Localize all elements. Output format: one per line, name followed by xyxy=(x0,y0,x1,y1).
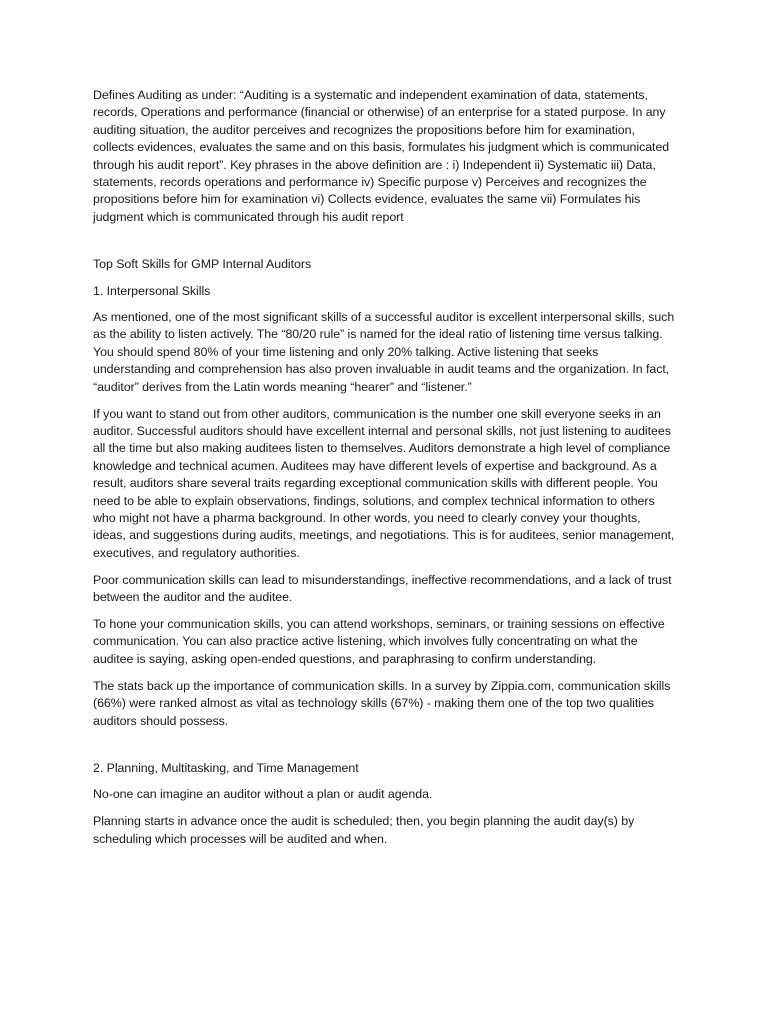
skill1-paragraph: Poor communication skills can lead to misunderstandings, ineffective recommendations, and a lack of trust between the auditor and the auditee. xyxy=(93,572,672,605)
skill1-paragraph: As mentioned, one of the most significant skills of a successful auditor is excellent interpersonal skills, such as the ability to listen actively. The “80/20 rule” is named for the ideal ratio of listening time versus talking. You should spend 80% of your time listening and only 20% talking. Active listening that seeks understanding and comprehension has also proven invaluable in audit teams and the organization. In fact, “auditor” derives from the Latin words meaning “hearer” and “listener.” xyxy=(93,310,675,394)
skill2-heading: 2. Planning, Multitasking, and Time Management xyxy=(93,761,359,775)
skill1-paragraph: The stats back up the importance of communication skills. In a survey by Zippia.com, communication skills (66%) were ranked almost as vital as technology skills (67%) - making them one of the top two qualities auditors should possess. xyxy=(93,678,671,728)
skill1-heading: 1. Interpersonal Skills xyxy=(93,283,211,298)
skill1-paragraph: To hone your communication skills, you can attend workshops, seminars, or training sessions on effective communication. You can also practice active listening, which involves fully concentrating on what the auditee is saying, asking open-ended questions, and paraphrasing to confirm understanding. xyxy=(93,617,665,666)
intro-paragraph: Defines Auditing as under: “Auditing is a systematic and independent examination of data, statements, records, Operations and performance (financial or otherwise) of an enterprise for a stated purpose. In any auditing situation, the auditor perceives and recognizes the propositions before him for examination, collects evidences, evaluates the same and on this basis, formulates his judgment which is communicated through his audit report”. Key phrases in the above definition are : i) Independent ii) Systematic iii) Data, statements, records operations and performance iv) Specific purpose v) Perceives and recognizes the propositions before him for examination vi) Collects evidence, evaluates the same vii) Formulates his judgment which is communicated through his audit report xyxy=(93,88,670,224)
skill2-paragraph: No-one can imagine an auditor without a plan or audit agenda. xyxy=(93,787,433,802)
section-title: Top Soft Skills for GMP Internal Auditors xyxy=(93,257,312,272)
skill2-paragraph: Planning starts in advance once the audit is scheduled; then, you begin planning the audit day(s) by scheduling which processes will be audited and when. xyxy=(93,814,635,846)
document-page xyxy=(93,87,675,858)
skill1-paragraph: If you want to stand out from other auditors, communication is the number one skill everyone seeks in an auditor. Successful auditors should have excellent internal and personal skills, not just listening to auditees all the time but also making auditees listen to themselves. Auditors demonstrate a high level of compliance knowledge and technical acumen. Auditees may have different levels of expertise and background. As a result, auditors share several traits regarding exceptional communication skills with different people. You need to be able to explain observations, findings, solutions, and complex technical information to others who might not have a pharma background. In other words, you need to clearly convey your thoughts, ideas, and suggestions during audits, meetings, and negotiations. This is for auditees, senior management, executives, and regulatory authorities. xyxy=(93,406,675,560)
